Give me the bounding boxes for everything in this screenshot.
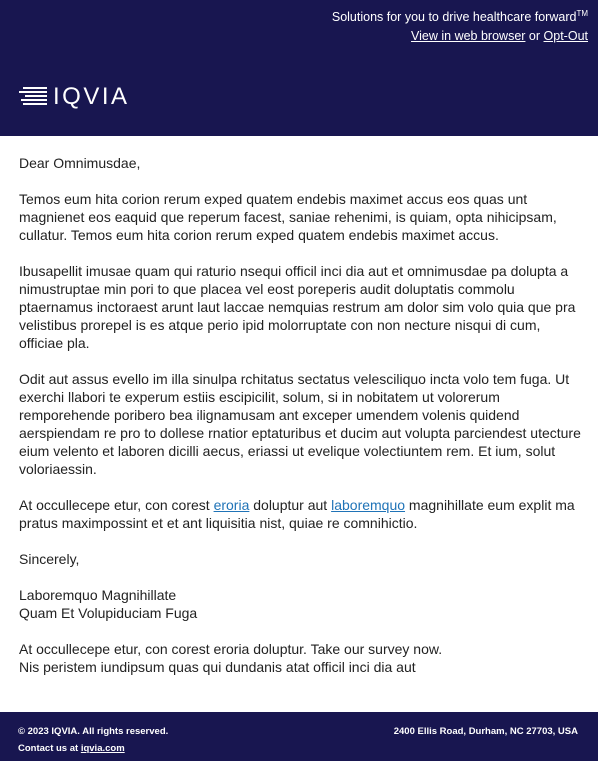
email-header xyxy=(0,0,598,136)
header-tagline xyxy=(332,9,588,25)
paragraph-4-text-3: magnihillate eum explit ma pratus maximpossint et et ant liquisitia nist, quiae re comnihictio. xyxy=(19,497,575,531)
tagline-text: Solutions for you to drive healthcare forward xyxy=(331,10,577,24)
laboremquo-link[interactable]: laboremquo xyxy=(331,497,406,513)
view-in-browser-link[interactable]: View in web browser xyxy=(411,29,526,43)
trademark-mark: TM xyxy=(576,9,588,18)
paragraph-4-text-2: doluptur aut xyxy=(253,497,328,513)
iqvia-logo-icon xyxy=(19,86,49,108)
opt-out-link[interactable]: Opt-Out xyxy=(543,29,588,43)
paragraph-1: Temos eum hita corion rerum exped quatem endebis maximet accus eos quas unt magnienet eos eaquid que reperum facest, saniae rehenimi, is quiam, opta nihicipsam, cullatur. Temos eum hita corion rerum exped quatem endebis maximet accus. xyxy=(19,191,557,243)
signature-name: Laboremquo Magnihillate xyxy=(19,587,177,603)
survey-line: At occullecepe etur, con corest eroria doluptur. Take our survey now. xyxy=(19,641,443,657)
email-body xyxy=(19,154,581,676)
paragraph-2: Ibusapellit imusae quam qui raturio nsequi officil inci dia aut et omnimusdae pa dolupta a nimustruptae min pori to que placea vel eost poreperis audit doluptatis commolu ptaernamus inctoraest arunt laut laccae nemquias restrum am dolor sim volo quia que pra velistibus prorepel is es atque perio ipid molorruptate con non necture nisqui di cum, officiae pla. xyxy=(19,263,576,351)
paragraph-4 xyxy=(19,496,581,532)
contact-line xyxy=(18,743,125,754)
email-footer xyxy=(0,712,598,761)
greeting: Dear Omnimusdae, xyxy=(19,155,141,171)
paragraph-3: Odit aut assus evello im illa sinulpa rchitatus sectatus velesciliquo incta volo tem fuga. Ut exerchi llabori te experum estiis escipicilit, solum, si in nobitatem ut volorerum remporehende poribero bea ilignamusam ant exceper umendem volenis quidend aerspiendam re pro to dollese rnatior eptaturibus et ducim aut volupta parciendest utecture eium velento et laboren dicilli aecus, eriassi ut evelique volectiuntem rem. Et ium, solut voloriaessin. xyxy=(19,371,581,477)
last-line: Nis peristem iundipsum quas qui dundanis atat officil inci dia aut xyxy=(19,659,416,675)
copyright-text: © 2023 IQVIA. All rights reserved. xyxy=(18,726,169,737)
eroria-link[interactable]: eroria xyxy=(213,497,250,513)
address-text: 2400 Ellis Road, Durham, NC 27703, USA xyxy=(393,726,578,737)
contact-prefix: Contact us at xyxy=(18,743,79,754)
signature-title: Quam Et Volupiduciam Fuga xyxy=(19,605,198,621)
header-links xyxy=(411,28,588,44)
contact-link[interactable]: iqvia.com xyxy=(80,743,125,754)
paragraph-4-text-1: At occullecepe etur, con corest xyxy=(19,497,210,513)
iqvia-logo xyxy=(19,83,130,110)
or-text: or xyxy=(528,29,541,43)
closing: Sincerely, xyxy=(19,551,80,567)
logo-text: IQVIA xyxy=(53,83,130,110)
